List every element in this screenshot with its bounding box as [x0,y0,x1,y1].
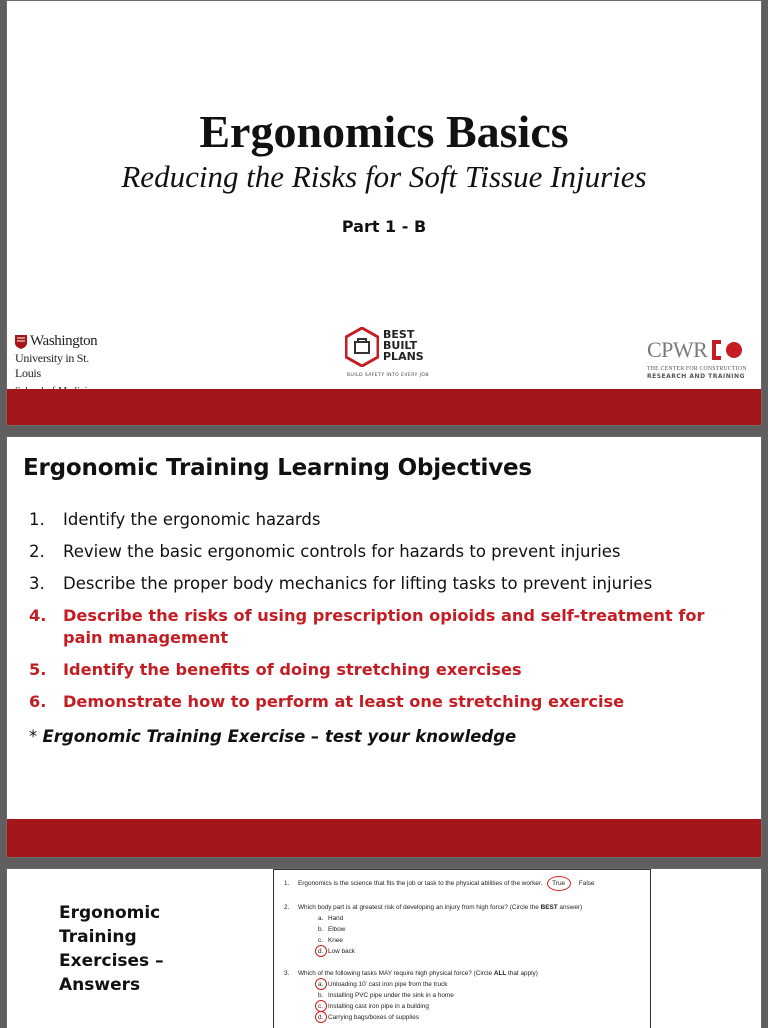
slide-title: Ergonomics Basics [199,106,569,157]
option [318,992,454,999]
option-text: Low back [328,948,355,955]
question-text-end: answer) [557,904,583,911]
list-item-number: 3. [29,574,45,593]
shield-icon [15,335,27,349]
logo-bbp-line3: PLANS [383,350,424,363]
list-item-number: 4. [29,606,47,625]
option-letter: c. [318,937,323,944]
objectives-list [29,509,749,723]
question-number: 2. [284,904,290,911]
logo-wu-name: Washington [30,333,98,349]
part-label: Part 1 - B [341,217,427,236]
answer-circle [547,876,571,891]
slide-subtitle: Reducing the Risks for Soft Tissue Injuries [121,159,647,194]
logo-cpwr-name: CPWR [647,337,708,362]
option-text: Installing PVC pipe under the sink in a home [328,992,454,999]
option-letter: a. [318,915,324,922]
list-item [29,573,749,595]
option [318,915,343,922]
list-item-number: 6. [29,692,47,711]
logo-bbp-line2: BUILT [383,339,418,352]
option-letter-text: c. [318,1003,323,1010]
option [318,1003,429,1010]
title-slide [6,0,762,426]
best-built-plans-logo [345,327,455,383]
objectives-slide [6,436,762,858]
quiz-answer-sheet [273,869,651,1028]
option-text: Unloading 10’ cast iron pipe from the truck [328,981,448,988]
list-item-text: Describe the risks of using prescription opioids and self-treatment for pain management [63,606,705,647]
option [318,981,447,988]
option-letter-text: d. [318,1014,324,1021]
option-text: Hand [328,915,344,922]
footer-band [7,819,761,858]
option-text: Carrying bags/boxes of supplies [328,1014,419,1021]
logo-bbp-tagline: BUILD SAFETY INTO EVERY JOB [347,373,429,378]
list-item [29,659,749,681]
answer-false-label: False [578,880,595,887]
list-item-text: Describe the proper body mechanics for lifting tasks to prevent injuries [63,574,653,593]
cpwr-logo [647,337,761,380]
option [318,1014,419,1021]
list-item [29,691,749,713]
list-item [29,605,749,649]
answer-true-label: True [552,880,566,887]
list-item-number: 5. [29,660,47,679]
option [318,926,345,933]
cpwr-mark-icon [710,340,744,360]
list-item-text: Review the basic ergonomic controls for hazards to prevent injuries [63,542,621,561]
option-text: Elbow [328,926,346,933]
list-item-text: Demonstrate how to perform at least one stretching exercise [63,692,625,711]
logo-bbp-wordmark [383,329,453,362]
toolbox-hex-icon [345,327,379,367]
slide-title: Ergonomic Training Exercises – Answers [59,903,164,995]
option-letter: b. [318,926,324,933]
note-text: Ergonomic Training Exercise – test your knowledge [42,727,517,746]
footer-band [7,389,761,426]
answers-slide [6,868,762,1028]
logo-cpwr-line2: RESEARCH AND TRAINING [647,373,745,380]
option-letter-text: d. [318,948,324,955]
answer-circle [315,945,327,957]
question-2 [284,904,644,911]
question-text: Which body part is at greatest risk of developing an injury from high force? (Circle the [298,904,541,911]
question-3 [284,970,644,977]
answer-circle [315,978,327,990]
question-number: 1. [284,880,290,887]
option [318,948,355,955]
logo-cpwr-line1: THE CENTER FOR CONSTRUCTION [647,366,747,372]
exercise-note [29,727,516,746]
question-keyword: BEST [540,904,558,911]
question-text-end: that apply) [506,970,538,977]
note-star: * [29,727,43,746]
question-1 [284,880,644,887]
list-item [29,509,749,531]
option [318,937,343,944]
slide-title: Ergonomic Training Learning Objectives [23,455,532,481]
list-item-text: Identify the benefits of doing stretching exercises [63,660,522,679]
question-number: 3. [284,970,290,977]
question-text: Ergonomics is the science that fits the job or task to the physical abilities of the worker. [298,880,543,887]
option-text: Installing cast iron pipe in a building [328,1003,429,1010]
list-item-text: Identify the ergonomic hazards [63,510,321,529]
option-letter: b. [318,992,324,999]
option-letter [318,1003,328,1010]
option-text: Knee [328,937,343,944]
logo-bbp-line1: BEST [383,328,415,341]
question-text: Which of the following tasks MAY require high physical force? (Circle [298,970,494,977]
answer-true [552,880,567,887]
option-letter-text: a. [318,981,324,988]
option-letter [318,948,328,955]
logo-wu-line2: University in St. Louis [15,351,89,380]
list-item [29,541,749,563]
answer-circle [315,1011,327,1023]
list-item-number: 2. [29,542,45,561]
option-letter [318,1014,328,1021]
question-keyword: ALL [493,970,507,977]
list-item-number: 1. [29,510,45,529]
option-letter [318,981,328,988]
washington-university-logo [15,333,115,397]
